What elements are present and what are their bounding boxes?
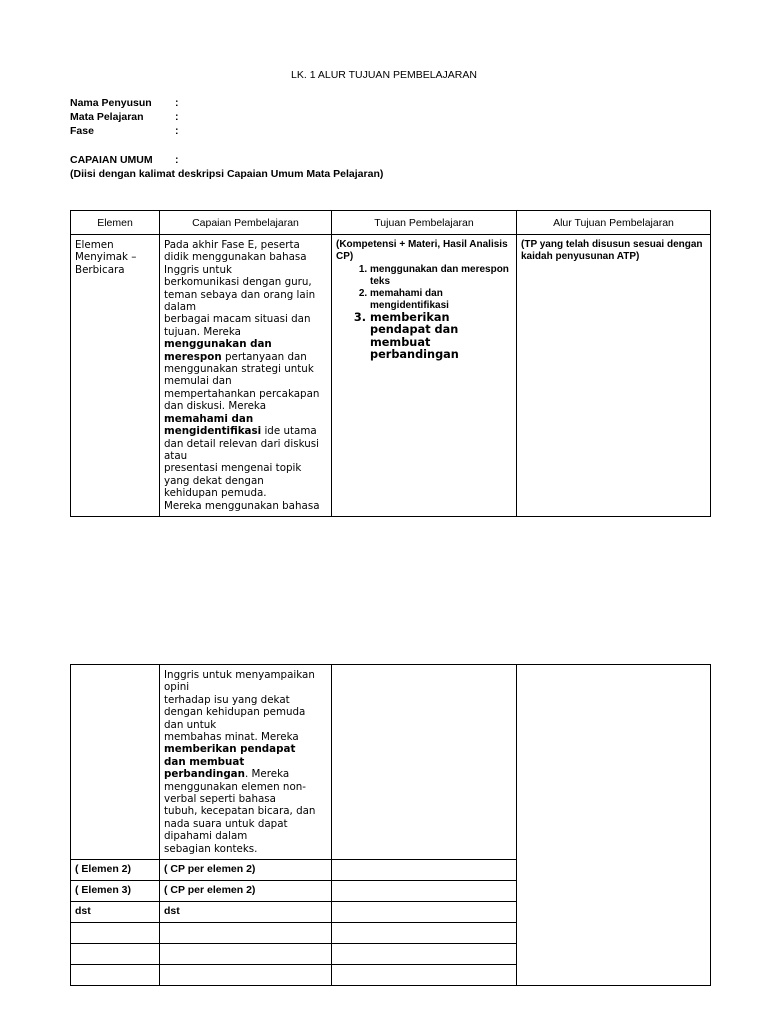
page-title: LK. 1 ALUR TUJUAN PEMBELAJARAN (291, 69, 477, 81)
meta-sep: : (175, 125, 179, 137)
cp-line: tubuh, kecepatan bicara, dan (164, 805, 316, 818)
capaian-umum-note: (Diisi dengan kalimat deskripsi Capaian Umum Mata Pelajaran) (70, 168, 384, 180)
cp-line (164, 425, 327, 437)
tp-cell (332, 902, 517, 923)
tp-item: 3. memberikan pendapat dan membuat perbandingan (370, 312, 512, 362)
cp-text: ide utama (261, 425, 317, 438)
cp-line (164, 768, 327, 780)
cp-line: teman sebaya dan orang lain (164, 288, 316, 301)
table-header-row (71, 211, 711, 235)
capaian-umum (70, 153, 383, 181)
cp-line: dan untuk (164, 718, 217, 731)
elemen-cell (71, 665, 160, 860)
header-tujuan-pembelajaran: Tujuan Pembelajaran (332, 211, 517, 235)
cp-line: memulai dan (164, 375, 232, 388)
atp-cell (517, 235, 711, 517)
meta-label: Mata Pelajaran (70, 111, 144, 123)
cp-line: Pada akhir Fase E, peserta (164, 239, 300, 251)
cp-line: sebagian konteks. (164, 842, 258, 855)
cp-line: tujuan. Mereka (164, 325, 241, 338)
meta-label: Nama Penyusun (70, 97, 152, 109)
cp-cell: ( CP per elemen 2) (160, 881, 332, 902)
tp-cell (332, 965, 517, 986)
cp-line: presentasi mengenai topik (164, 462, 302, 475)
cp-line: membahas minat. Mereka (164, 731, 299, 744)
cp-line: dan diskusi. Mereka (164, 400, 267, 413)
cp-line: dengan kehidupan pemuda (164, 706, 306, 719)
capaian-umum-label: CAPAIAN UMUM (70, 154, 153, 166)
cp-text: . Mereka (244, 768, 290, 781)
cp-cell: dst (160, 902, 332, 923)
cp-bold-text: mengidentifikasi (164, 425, 262, 438)
atp-table-page-2 (70, 664, 711, 986)
cp-cell (160, 944, 332, 965)
elemen-line: Elemen (75, 239, 114, 251)
tp-intro: (Kompetensi + Materi, Hasil Analisis CP) (336, 239, 508, 262)
tp-cell (332, 923, 517, 944)
elemen-cell (71, 944, 160, 965)
meta-label: Fase (70, 125, 94, 137)
cp-line: didik menggunakan bahasa (164, 251, 307, 264)
elemen-cell: ( Elemen 3) (71, 881, 160, 902)
cp-line: kehidupan pemuda. (164, 487, 267, 500)
header-alur-tujuan-pembelajaran: Alur Tujuan Pembelajaran (517, 211, 711, 235)
capaian-umum-sep: : (175, 154, 179, 166)
cp-bold-line: menggunakan dan (164, 338, 272, 351)
cp-line: dipahami dalam (164, 830, 248, 843)
elemen-cell: dst (71, 902, 160, 923)
table-row (71, 665, 711, 860)
cp-line: atau (164, 449, 188, 462)
cp-line: berbagai macam situasi dan (164, 313, 311, 326)
cp-line: menggunakan elemen non- (164, 780, 306, 793)
meta-sep: : (175, 111, 179, 123)
cp-cell (160, 235, 332, 517)
elemen-line: Berbicara (75, 263, 125, 276)
header-elemen: Elemen (71, 211, 160, 235)
tp-cell (332, 944, 517, 965)
tp-cell (332, 665, 517, 860)
cp-text: pertanyaan dan (221, 350, 307, 363)
tp-item: 1. menggunakan dan merespon teks (370, 264, 512, 288)
cp-line: Inggris untuk menyampaikan (164, 669, 315, 681)
tp-list (336, 264, 512, 362)
cp-bold-line: memberikan pendapat (164, 743, 296, 756)
cp-line: nada suara untuk dapat (164, 817, 288, 830)
tp-cell (332, 860, 517, 881)
cp-line: Inggris untuk (164, 263, 232, 276)
meta-nama-penyusun (70, 97, 179, 109)
cp-line: mempertahankan percakapan (164, 387, 320, 400)
cp-line: yang dekat dengan (164, 474, 264, 487)
cp-line: dan detail relevan dari diskusi (164, 437, 319, 450)
atp-note: (TP yang telah disusun sesuai dengan kaidah penyusunan ATP) (521, 239, 703, 262)
cp-bold-text: merespon (164, 350, 222, 363)
meta-mata-pelajaran (70, 111, 179, 123)
cp-line: verbal seperti bahasa (164, 793, 276, 806)
cp-line: opini (164, 681, 190, 694)
elemen-cell (71, 235, 160, 517)
cp-line: berkomunikasi dengan guru, (164, 276, 312, 289)
cp-cell: ( CP per elemen 2) (160, 860, 332, 881)
tp-item: 2. memahami dan mengidentifikasi (370, 288, 512, 312)
cp-cell (160, 923, 332, 944)
cp-cell (160, 965, 332, 986)
meta-fase (70, 125, 179, 137)
cp-line: terhadap isu yang dekat (164, 693, 290, 706)
cp-bold-line: memahami dan (164, 412, 254, 425)
cp-cell (160, 665, 332, 860)
cp-line: Mereka menggunakan bahasa (164, 499, 320, 512)
cp-line: dalam (164, 301, 197, 314)
cp-bold-line: dan membuat (164, 755, 245, 768)
cp-bold-text: perbandingan (164, 768, 245, 781)
elemen-cell: ( Elemen 2) (71, 860, 160, 881)
meta-sep: : (175, 97, 179, 109)
elemen-cell (71, 965, 160, 986)
elemen-cell (71, 923, 160, 944)
cp-line (164, 351, 327, 363)
elemen-line: Menyimak – (75, 251, 137, 264)
atp-table-page-1 (70, 210, 711, 517)
tp-cell (332, 235, 517, 517)
table-row (71, 235, 711, 517)
header-capaian-pembelajaran: Capaian Pembelajaran (160, 211, 332, 235)
atp-cell (517, 665, 711, 986)
tp-cell (332, 881, 517, 902)
cp-line: menggunakan strategi untuk (164, 363, 314, 376)
